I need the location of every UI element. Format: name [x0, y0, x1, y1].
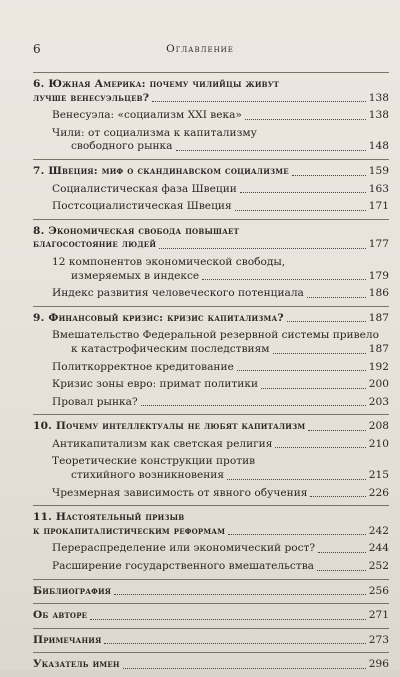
dot-leader — [202, 279, 366, 280]
toc-section — [33, 505, 389, 578]
entry-line — [52, 183, 389, 197]
entry-line — [52, 469, 389, 483]
page-number: 6 — [33, 42, 41, 56]
entry-line — [52, 438, 389, 452]
entry-text: Чили: от социализма к капитализму — [52, 126, 257, 139]
dot-leader — [273, 353, 366, 354]
entry-line — [33, 420, 389, 434]
running-title: Оглавление — [166, 43, 234, 55]
chapter-entry — [33, 225, 389, 252]
entry-page-number: 210 — [368, 437, 389, 450]
entry-text: Вмешательство Федеральной резервной системы привело — [52, 329, 379, 342]
entry-text: Примечания — [33, 633, 102, 646]
toc-section — [33, 219, 389, 306]
entry-line — [52, 140, 389, 154]
dot-leader — [237, 370, 366, 371]
entry-line — [52, 270, 389, 284]
entry-line — [33, 634, 389, 648]
entry-line — [33, 312, 389, 326]
entry-text: Антикапитализм как светская религия — [52, 437, 273, 450]
entry-page-number: 256 — [368, 584, 389, 597]
entry-text: Теоретические конструкции против — [52, 455, 256, 468]
subsection-entry — [33, 542, 389, 556]
entry-text: 7. Швеция: миф о скандинавском социализме — [33, 164, 289, 177]
dot-leader — [310, 496, 365, 497]
chapter-entry — [33, 420, 389, 434]
subsection-entry — [33, 127, 389, 154]
dot-leader — [159, 248, 366, 249]
entry-page-number: 215 — [368, 469, 389, 482]
page-header — [0, 42, 400, 58]
entry-text: свободного рынка — [71, 140, 173, 153]
entry-line — [52, 343, 389, 357]
entry-page-number: 187 — [368, 311, 389, 324]
toc-section — [33, 628, 389, 653]
entry-line — [52, 542, 389, 556]
dot-leader — [227, 479, 366, 480]
entry-text: 9. Финансовый кризис: кризис капитализма? — [33, 311, 284, 324]
entry-line — [52, 396, 389, 410]
entry-page-number: 252 — [368, 560, 389, 573]
entry-text: к катастрофическим последствиям — [71, 342, 270, 355]
chapter-entry — [33, 78, 389, 105]
chapter-entry — [33, 609, 389, 623]
subsection-entry — [33, 183, 389, 197]
entry-line — [52, 487, 389, 501]
entry-page-number: 192 — [368, 360, 389, 373]
dot-leader — [275, 447, 365, 448]
entry-page-number: 171 — [368, 200, 389, 213]
dot-leader — [261, 388, 366, 389]
entry-page-number: 296 — [368, 658, 389, 671]
chapter-entry — [33, 312, 389, 326]
entry-text: Об авторе — [33, 609, 88, 622]
entry-line — [33, 78, 389, 92]
toc-section — [33, 414, 389, 505]
entry-line — [33, 525, 389, 539]
subsection-entry — [33, 109, 389, 123]
toc-section — [33, 72, 389, 159]
entry-page-number: 273 — [368, 633, 389, 646]
dot-leader — [307, 297, 366, 298]
toc-section — [33, 603, 389, 628]
entry-line — [52, 287, 389, 301]
dot-leader — [235, 210, 366, 211]
dot-leader — [90, 619, 366, 620]
entry-page-number: 138 — [368, 91, 389, 104]
entry-page-number: 179 — [368, 269, 389, 282]
entry-line — [52, 256, 389, 270]
entry-page-number: 163 — [368, 182, 389, 195]
entry-line — [52, 361, 389, 375]
dot-leader — [123, 668, 366, 669]
table-of-contents — [33, 72, 389, 677]
entry-line — [33, 585, 389, 599]
entry-page-number: 200 — [368, 378, 389, 391]
entry-text: Расширение государственного вмешательства — [52, 560, 314, 573]
entry-text: Венесуэла: «социализм XXI века» — [52, 109, 242, 122]
entry-page-number: 271 — [368, 609, 389, 622]
dot-leader — [318, 552, 366, 553]
entry-text: Кризис зоны евро: примат политики — [52, 378, 259, 391]
entry-page-number: 244 — [368, 542, 389, 555]
entry-line — [33, 92, 389, 106]
entry-text: 11. Настоятельный призыв — [33, 511, 185, 524]
entry-text: измеряемых в индексе — [71, 269, 200, 282]
subsection-entry — [33, 560, 389, 574]
entry-text: благосостояние людей — [33, 238, 157, 251]
entry-text: Указатель имен — [33, 658, 120, 671]
subsection-entry — [33, 287, 389, 301]
subsection-entry — [33, 438, 389, 452]
entry-text: Чрезмерная зависимость от явного обучения — [52, 486, 308, 499]
entry-text: Индекс развития человеческого потенциала — [52, 287, 304, 300]
dot-leader — [317, 570, 366, 571]
entry-page-number: 177 — [368, 238, 389, 251]
entry-page-number: 226 — [368, 486, 389, 499]
entry-text: Политкорректное кредитование — [52, 360, 234, 373]
entry-line — [52, 455, 389, 469]
toc-section — [33, 306, 389, 415]
dot-leader — [152, 101, 366, 102]
dot-leader — [292, 175, 366, 176]
entry-text: 8. Экономическая свобода повышает — [33, 224, 239, 237]
chapter-entry — [33, 634, 389, 648]
entry-page-number: 186 — [368, 287, 389, 300]
entry-line — [33, 165, 389, 179]
subsection-entry — [33, 455, 389, 482]
dot-leader — [104, 643, 365, 644]
entry-page-number: 208 — [368, 420, 389, 433]
entry-page-number: 148 — [368, 140, 389, 153]
chapter-entry — [33, 585, 389, 599]
entry-text: 10. Почему интеллектуалы не любят капитализм — [33, 420, 306, 433]
dot-leader — [308, 430, 365, 431]
entry-text: Социалистическая фаза Швеции — [52, 182, 237, 195]
entry-line — [33, 225, 389, 239]
entry-line — [52, 127, 389, 141]
entry-line — [33, 238, 389, 252]
entry-text: Библиография — [33, 584, 112, 597]
chapter-entry — [33, 165, 389, 179]
subsection-entry — [33, 361, 389, 375]
subsection-entry — [33, 487, 389, 501]
dot-leader — [114, 594, 366, 595]
toc-section — [33, 579, 389, 604]
entry-text: Перераспределение или экономический рост? — [52, 542, 316, 555]
entry-text: стихийного возникновения — [71, 469, 225, 482]
entry-line — [52, 378, 389, 392]
toc-section — [33, 652, 389, 677]
dot-leader — [228, 534, 366, 535]
toc-section — [33, 159, 389, 219]
entry-line — [33, 511, 389, 525]
entry-page-number: 138 — [368, 109, 389, 122]
dot-leader — [176, 150, 366, 151]
entry-line — [52, 560, 389, 574]
entry-page-number: 187 — [368, 342, 389, 355]
entry-line — [52, 329, 389, 343]
subsection-entry — [33, 200, 389, 214]
subsection-entry — [33, 396, 389, 410]
dot-leader — [287, 321, 366, 322]
entry-text: 12 компонентов экономической свободы, — [52, 255, 286, 268]
subsection-entry — [33, 329, 389, 356]
chapter-entry — [33, 511, 389, 538]
subsection-entry — [33, 256, 389, 283]
entry-page-number: 203 — [368, 395, 389, 408]
entry-line — [52, 109, 389, 123]
entry-text: к прокапиталистическим реформам — [33, 524, 226, 537]
entry-page-number: 242 — [368, 524, 389, 537]
dot-leader — [141, 405, 366, 406]
entry-line — [33, 609, 389, 623]
entry-line — [52, 200, 389, 214]
entry-text: Провал рынка? — [52, 395, 138, 408]
entry-page-number: 159 — [368, 164, 389, 177]
entry-text: лучше венесуэльцев? — [33, 91, 150, 104]
dot-leader — [240, 192, 366, 193]
entry-text: 6. Южная Америка: почему чилийцы живут — [33, 78, 280, 90]
dot-leader — [245, 119, 366, 120]
entry-text: Постсоциалистическая Швеция — [52, 200, 232, 213]
subsection-entry — [33, 378, 389, 392]
